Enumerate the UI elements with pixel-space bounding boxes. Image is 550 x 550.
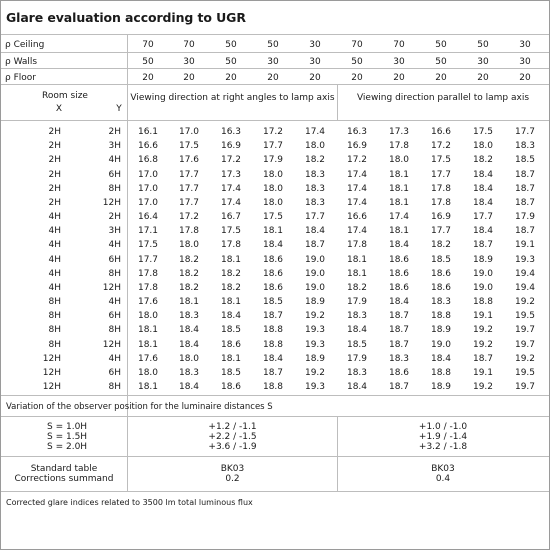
- row-divider: [1, 491, 549, 492]
- ugr-value: 17.7: [178, 183, 200, 194]
- ugr-value: 16.1: [137, 127, 159, 137]
- ugr-value: 17.7: [137, 254, 159, 265]
- room-x: 2H: [48, 198, 61, 208]
- reflectance-value: 30: [267, 57, 279, 67]
- ugr-value: 18.2: [178, 283, 200, 293]
- ugr-value: 18.5: [220, 368, 242, 379]
- room-size-label: Room size: [42, 91, 88, 101]
- ugr-value: 18.4: [388, 240, 410, 251]
- room-y: 8H: [108, 382, 121, 393]
- ugr-value: 18.7: [262, 311, 284, 322]
- ugr-value: 16.9: [430, 212, 452, 222]
- ugr-value: 18.4: [472, 198, 494, 208]
- ugr-value: 18.3: [388, 354, 410, 364]
- ugr-value: 18.8: [262, 339, 284, 350]
- ugr-value: 16.3: [346, 127, 368, 137]
- parallel-direction-label: Viewing direction parallel to lamp axis: [356, 93, 530, 103]
- room-x: 4H: [48, 226, 61, 237]
- room-y: 2H: [108, 127, 121, 137]
- room-x: 4H: [48, 240, 61, 251]
- room-y: 8H: [108, 325, 121, 336]
- ugr-value: 19.5: [514, 368, 536, 379]
- ugr-value: 17.5: [262, 212, 284, 222]
- room-y: 4H: [108, 155, 121, 166]
- reflectance-label: ρ Floor: [5, 73, 36, 83]
- ugr-value: 19.0: [472, 283, 494, 293]
- room-y: 8H: [108, 268, 121, 279]
- ugr-value: 18.7: [472, 354, 494, 364]
- ugr-value: 18.0: [178, 354, 200, 364]
- ugr-value: 17.8: [137, 268, 159, 279]
- room-x: 12H: [42, 354, 61, 364]
- row-divider: [1, 68, 549, 69]
- ugr-value: 16.6: [137, 141, 159, 152]
- ugr-value: 19.1: [472, 311, 494, 322]
- reflectance-value: 20: [519, 73, 531, 83]
- ugr-value: 17.7: [430, 169, 452, 180]
- ugr-value: 18.1: [137, 325, 159, 336]
- row-divider: [1, 395, 549, 396]
- ugr-value: 17.4: [220, 183, 242, 194]
- ugr-value: 18.4: [388, 297, 410, 307]
- ugr-value: 18.6: [388, 268, 410, 279]
- ugr-value: 18.5: [220, 325, 242, 336]
- ugr-value: 18.5: [430, 254, 452, 265]
- row-divider: [1, 456, 549, 457]
- ugr-value: 18.4: [262, 354, 284, 364]
- perp-direction-label: Viewing direction at right angles to lamp axis: [130, 93, 335, 103]
- reflectance-value: 20: [351, 73, 363, 83]
- ugr-value: 18.7: [304, 240, 326, 251]
- ugr-value: 18.4: [472, 183, 494, 194]
- ugr-value: 17.0: [137, 198, 159, 208]
- variation-s: S = 2.0H: [47, 442, 88, 452]
- room-y: 6H: [108, 368, 121, 379]
- room-y: 3H: [108, 141, 121, 152]
- ugr-value: 16.9: [220, 141, 242, 152]
- ugr-value: 17.4: [304, 127, 326, 137]
- ugr-value: 17.4: [346, 169, 368, 180]
- ugr-value: 18.1: [388, 226, 410, 237]
- ugr-value: 17.8: [430, 198, 452, 208]
- ugr-value: 19.7: [514, 325, 536, 336]
- ugr-value: 19.0: [304, 283, 326, 293]
- ugr-value: 17.5: [137, 240, 159, 251]
- ugr-value: 18.7: [388, 382, 410, 393]
- ugr-value: 18.6: [430, 283, 452, 293]
- ugr-value: 18.6: [262, 254, 284, 265]
- reflectance-value: 70: [183, 40, 195, 50]
- reflectance-value: 20: [393, 73, 405, 83]
- variation-parallel: +3.2 / -1.8: [418, 442, 468, 452]
- reflectance-value: 70: [142, 40, 154, 50]
- ugr-value: 19.5: [514, 311, 536, 322]
- ugr-value: 18.7: [388, 311, 410, 322]
- room-y: 12H: [102, 198, 121, 208]
- reflectance-value: 20: [435, 73, 447, 83]
- reflectance-value: 70: [351, 40, 363, 50]
- room-x: 8H: [48, 325, 61, 336]
- ugr-value: 18.8: [472, 297, 494, 307]
- ugr-value: 18.4: [178, 339, 200, 350]
- room-y: 6H: [108, 169, 121, 180]
- ugr-value: 19.0: [304, 268, 326, 279]
- reflectance-value: 20: [477, 73, 489, 83]
- ugr-value: 17.0: [137, 169, 159, 180]
- ugr-value: 17.7: [514, 127, 536, 137]
- ugr-value: 18.7: [388, 325, 410, 336]
- ugr-value: 18.2: [220, 283, 242, 293]
- room-y: 6H: [108, 254, 121, 265]
- ugr-value: 17.6: [137, 297, 159, 307]
- ugr-value: 17.4: [220, 198, 242, 208]
- ugr-value: 17.9: [262, 155, 284, 166]
- ugr-value: 17.4: [388, 212, 410, 222]
- ugr-value: 18.8: [430, 368, 452, 379]
- ugr-value: 19.3: [304, 325, 326, 336]
- ugr-value: 19.2: [472, 339, 494, 350]
- ugr-value: 19.3: [514, 254, 536, 265]
- ugr-value: 18.6: [430, 268, 452, 279]
- ugr-value: 16.8: [137, 155, 159, 166]
- reflectance-value: 30: [309, 57, 321, 67]
- ugr-value: 18.3: [178, 368, 200, 379]
- variation-s: S = 1.0H: [47, 422, 88, 432]
- variation-parallel: +1.0 / -1.0: [418, 422, 468, 432]
- ugr-value: 18.1: [220, 254, 242, 265]
- ugr-value: 18.1: [220, 354, 242, 364]
- reflectance-label: ρ Ceiling: [5, 40, 45, 50]
- ugr-value: 19.2: [472, 382, 494, 393]
- ugr-value: 18.5: [514, 155, 536, 166]
- ugr-value: 19.0: [472, 268, 494, 279]
- parallel-correction: 0.4: [435, 474, 451, 484]
- ugr-value: 17.6: [178, 155, 200, 166]
- ugr-value: 18.8: [262, 382, 284, 393]
- ugr-value: 18.1: [220, 297, 242, 307]
- ugr-value: 18.9: [472, 254, 494, 265]
- ugr-value: 18.0: [137, 368, 159, 379]
- room-y: 12H: [102, 283, 121, 293]
- ugr-value: 18.6: [262, 268, 284, 279]
- ugr-value: 19.2: [304, 368, 326, 379]
- ugr-value: 18.2: [472, 155, 494, 166]
- reflectance-value: 50: [435, 40, 447, 50]
- ugr-value: 17.7: [178, 198, 200, 208]
- ugr-value: 18.4: [472, 226, 494, 237]
- row-divider: [1, 120, 549, 121]
- room-y: 4H: [108, 354, 121, 364]
- ugr-value: 18.4: [472, 169, 494, 180]
- reflectance-value: 30: [519, 57, 531, 67]
- reflectance-value: 20: [267, 73, 279, 83]
- ugr-value: 18.9: [304, 354, 326, 364]
- ugr-value: 17.7: [430, 226, 452, 237]
- ugr-value: 19.7: [514, 382, 536, 393]
- ugr-value: 17.9: [346, 297, 368, 307]
- ugr-value: 18.2: [430, 240, 452, 251]
- ugr-value: 18.2: [178, 254, 200, 265]
- ugr-value: 18.8: [262, 325, 284, 336]
- ugr-value: 17.3: [388, 127, 410, 137]
- ugr-value: 18.3: [346, 368, 368, 379]
- ugr-value: 17.2: [430, 141, 452, 152]
- ugr-value: 17.7: [304, 212, 326, 222]
- ugr-value: 18.6: [220, 339, 242, 350]
- room-x: 2H: [48, 183, 61, 194]
- room-x: 8H: [48, 311, 61, 322]
- reflectance-value: 50: [225, 40, 237, 50]
- perp-correction: 0.2: [225, 474, 240, 484]
- ugr-value: 18.7: [514, 226, 536, 237]
- ugr-value: 18.3: [178, 311, 200, 322]
- ugr-value: 18.3: [304, 169, 326, 180]
- reflectance-value: 30: [309, 40, 321, 50]
- ugr-value: 18.4: [346, 325, 368, 336]
- ugr-value: 18.4: [430, 354, 452, 364]
- reflectance-value: 50: [142, 57, 154, 67]
- ugr-value: 18.1: [388, 169, 410, 180]
- ugr-value: 17.9: [514, 212, 536, 222]
- ugr-value: 17.8: [388, 141, 410, 152]
- ugr-value: 17.8: [137, 283, 159, 293]
- room-x: 8H: [48, 339, 61, 350]
- room-x: 2H: [48, 127, 61, 137]
- ugr-value: 17.8: [220, 240, 242, 251]
- ugr-value: 16.3: [220, 127, 242, 137]
- ugr-value: 17.2: [178, 212, 200, 222]
- room-y: 2H: [108, 212, 121, 222]
- ugr-value: 18.1: [178, 297, 200, 307]
- ugr-value: 16.4: [137, 212, 159, 222]
- ugr-value: 17.4: [346, 226, 368, 237]
- ugr-value: 18.4: [262, 240, 284, 251]
- ugr-value: 17.8: [178, 226, 200, 237]
- reflectance-value: 50: [351, 57, 363, 67]
- room-x: 4H: [48, 283, 61, 293]
- ugr-value: 18.4: [346, 382, 368, 393]
- y-label: Y: [116, 104, 122, 114]
- room-x: 4H: [48, 212, 61, 222]
- x-label: X: [55, 104, 63, 114]
- ugr-value: 18.1: [388, 198, 410, 208]
- room-y: 3H: [108, 226, 121, 237]
- page-title: Glare evaluation according to UGR: [6, 10, 246, 25]
- ugr-value: 18.7: [388, 339, 410, 350]
- reflectance-value: 50: [435, 57, 447, 67]
- ugr-value: 19.0: [430, 339, 452, 350]
- ugr-value: 18.0: [304, 141, 326, 152]
- ugr-value: 18.1: [137, 339, 159, 350]
- row-divider: [1, 52, 549, 53]
- ugr-value: 18.1: [137, 382, 159, 393]
- ugr-value: 18.1: [388, 183, 410, 194]
- room-x: 12H: [42, 368, 61, 379]
- ugr-value: 16.6: [346, 212, 368, 222]
- ugr-value: 17.5: [472, 127, 494, 137]
- reflectance-value: 20: [225, 73, 237, 83]
- ugr-value: 18.8: [430, 311, 452, 322]
- row-divider: [1, 416, 549, 417]
- ugr-value: 16.7: [220, 212, 242, 222]
- room-y: 4H: [108, 240, 121, 251]
- ugr-value: 19.7: [514, 339, 536, 350]
- ugr-value: 17.2: [346, 155, 368, 166]
- ugr-value: 17.5: [220, 226, 242, 237]
- reflectance-value: 30: [477, 57, 489, 67]
- ugr-value: 19.2: [472, 325, 494, 336]
- room-x: 2H: [48, 169, 61, 180]
- ugr-value: 17.6: [137, 354, 159, 364]
- ugr-value: 17.7: [178, 169, 200, 180]
- ugr-value: 18.6: [220, 382, 242, 393]
- variation-parallel: +1.9 / -1.4: [418, 432, 468, 442]
- ugr-value: 19.1: [472, 368, 494, 379]
- row-divider: [1, 34, 549, 35]
- reflectance-value: 50: [477, 40, 489, 50]
- ugr-value: 19.4: [514, 283, 536, 293]
- ugr-value: 17.2: [262, 127, 284, 137]
- room-x: 2H: [48, 141, 61, 152]
- ugr-value: 18.4: [304, 226, 326, 237]
- ugr-value: 18.3: [304, 198, 326, 208]
- footer-note: Corrected glare indices related to 3500 lm total luminous flux: [6, 498, 253, 507]
- ugr-value: 18.0: [262, 183, 284, 194]
- reflectance-label: ρ Walls: [5, 57, 38, 67]
- reflectance-value: 20: [142, 73, 154, 83]
- ugr-value: 17.5: [430, 155, 452, 166]
- ugr-value: 18.5: [346, 339, 368, 350]
- variation-title: Variation of the observer position for the luminaire distances S: [6, 402, 273, 412]
- ugr-value: 18.1: [346, 254, 368, 265]
- room-x: 12H: [42, 382, 61, 393]
- ugr-value: 17.8: [430, 183, 452, 194]
- ugr-value: 19.2: [304, 311, 326, 322]
- row-divider: [1, 84, 549, 85]
- room-y: 4H: [108, 297, 121, 307]
- ugr-value: 18.9: [304, 297, 326, 307]
- ugr-value: 18.7: [262, 368, 284, 379]
- ugr-value: 18.3: [346, 311, 368, 322]
- ugr-value: 18.2: [220, 268, 242, 279]
- ugr-value: 18.4: [178, 382, 200, 393]
- ugr-value: 17.5: [178, 141, 200, 152]
- ugr-value: 18.7: [472, 240, 494, 251]
- variation-s: S = 1.5H: [47, 432, 88, 442]
- reflectance-value: 30: [519, 40, 531, 50]
- ugr-value: 18.6: [388, 283, 410, 293]
- ugr-value: 19.2: [514, 354, 536, 364]
- ugr-value: 18.4: [220, 311, 242, 322]
- reflectance-value: 20: [309, 73, 321, 83]
- reflectance-value: 20: [183, 73, 195, 83]
- ugr-value: 19.3: [304, 382, 326, 393]
- variation-perp: +3.6 / -1.9: [208, 442, 257, 452]
- room-y: 12H: [102, 339, 121, 350]
- ugr-value: 17.4: [346, 183, 368, 194]
- ugr-value: 18.0: [178, 240, 200, 251]
- ugr-value: 17.4: [346, 198, 368, 208]
- room-x: 8H: [48, 297, 61, 307]
- ugr-value: 17.8: [346, 240, 368, 251]
- ugr-value: 17.9: [346, 354, 368, 364]
- ugr-value: 17.7: [262, 141, 284, 152]
- reflectance-value: 50: [267, 40, 279, 50]
- ugr-value: 18.7: [514, 183, 536, 194]
- ugr-value: 17.1: [137, 226, 159, 237]
- ugr-value: 18.6: [262, 283, 284, 293]
- ugr-value: 18.3: [304, 183, 326, 194]
- ugr-value: 16.9: [346, 141, 368, 152]
- room-x: 4H: [48, 268, 61, 279]
- room-y: 6H: [108, 311, 121, 322]
- ugr-value: 18.1: [346, 268, 368, 279]
- reflectance-value: 30: [393, 57, 405, 67]
- ugr-value: 18.3: [514, 141, 536, 152]
- ugr-value: 18.6: [388, 254, 410, 265]
- parallel-standard-table: BK03: [431, 464, 455, 474]
- ugr-value: 18.2: [346, 283, 368, 293]
- ugr-value: 18.9: [430, 382, 452, 393]
- ugr-value: 17.0: [178, 127, 200, 137]
- ugr-value: 18.9: [430, 325, 452, 336]
- ugr-value: 19.1: [514, 240, 536, 251]
- room-x: 4H: [48, 254, 61, 265]
- ugr-value: 18.6: [388, 368, 410, 379]
- room-y: 8H: [108, 183, 121, 194]
- ugr-value: 18.0: [137, 311, 159, 322]
- ugr-value: 18.2: [178, 268, 200, 279]
- ugr-value: 17.3: [220, 169, 242, 180]
- ugr-value: 18.3: [430, 297, 452, 307]
- ugr-value: 19.4: [514, 268, 536, 279]
- ugr-value: 19.3: [304, 339, 326, 350]
- ugr-value: 18.0: [472, 141, 494, 152]
- ugr-value: 18.4: [178, 325, 200, 336]
- room-x: 2H: [48, 155, 61, 166]
- ugr-value: 18.1: [262, 226, 284, 237]
- ugr-value: 18.5: [262, 297, 284, 307]
- variation-perp: +1.2 / -1.1: [208, 422, 257, 432]
- reflectance-value: 70: [393, 40, 405, 50]
- ugr-value: 19.0: [304, 254, 326, 265]
- variation-perp: +2.2 / -1.5: [208, 432, 257, 442]
- perp-standard-table: BK03: [220, 464, 245, 474]
- ugr-value: 16.6: [430, 127, 452, 137]
- ugr-value: 18.0: [262, 198, 284, 208]
- ugr-value: 18.0: [388, 155, 410, 166]
- reflectance-value: 50: [225, 57, 237, 67]
- standard-table-label: Standard table: [30, 464, 98, 474]
- ugr-value: 18.2: [304, 155, 326, 166]
- ugr-value: 17.7: [472, 212, 494, 222]
- ugr-value: 17.0: [137, 183, 159, 194]
- ugr-value: 19.2: [514, 297, 536, 307]
- ugr-value: 18.7: [514, 198, 536, 208]
- corrections-summand-label: Corrections summand: [14, 474, 114, 484]
- reflectance-value: 30: [183, 57, 195, 67]
- ugr-value: 18.0: [262, 169, 284, 180]
- ugr-value: 18.7: [514, 169, 536, 180]
- ugr-value: 17.2: [220, 155, 242, 166]
